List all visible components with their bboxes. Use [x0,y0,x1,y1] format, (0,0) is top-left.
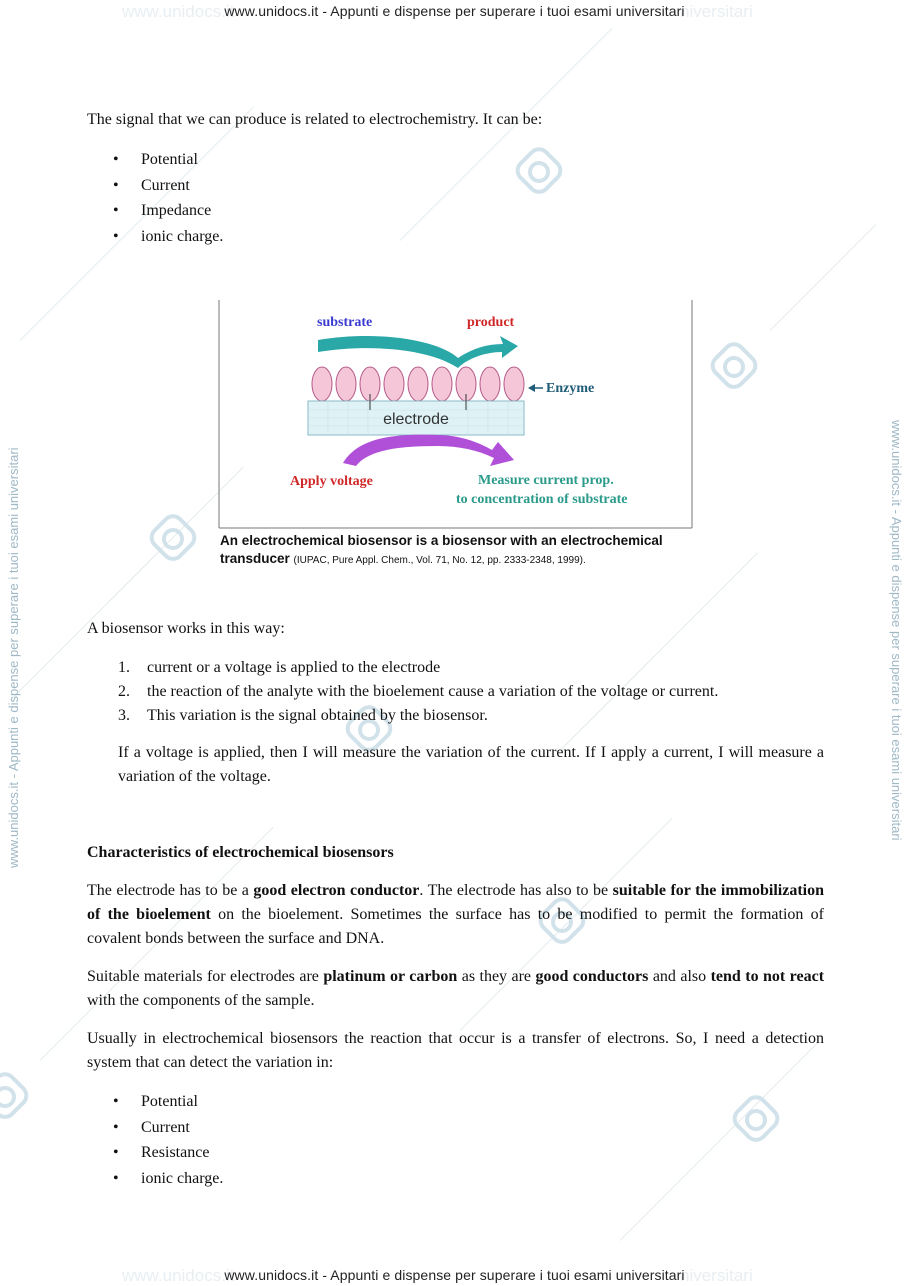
para2-text-1: Suitable materials for electrodes are [87,968,324,985]
measure-label-line1: Measure current prop. [478,473,614,488]
para2-bold-3: tend to not react [710,968,825,985]
list-item: • Potential [113,1089,223,1115]
watermark-logo-icon [709,342,759,392]
works-intro: A biosensor works in this way: [87,620,285,637]
watermark-ghost-bottom-right: niversitari [680,1266,753,1285]
enzyme-shape [336,367,356,401]
list-item [118,680,718,704]
product-label: product [467,315,515,330]
step-text: current or a voltage is applied to the electrode [147,659,441,676]
apply-to-measure-arrow [343,435,514,466]
watermark-diagonal-line [770,224,877,331]
substrate-label: substrate [317,315,373,330]
watermark-ghost-bottom: www.unidocs.it [122,1266,235,1285]
para1-bold-2: suitable for the immobilization of the bioelement [87,882,824,923]
list-item: • ionic charge. [113,1166,223,1192]
para1-text-2: . The electrode has also to be [419,882,613,899]
voltage-note: If a voltage is applied, then I will measure the variation of the current. If I apply a current, I will measure a variation of the voltage. [118,744,824,785]
watermark-ghost-top: www.unidocs.it [122,2,235,21]
para2-text-3: and also [648,968,711,985]
list-item: • ionic charge. [113,224,223,250]
left-side-watermark: www.unidocs.it - Appunti e dispense per superare i tuoi esami universitari [6,447,21,868]
right-side-watermark: www.unidocs.it - Appunti e dispense per superare i tuoi esami universitari [889,420,904,841]
paragraph-detection: Usually in electrochemical biosensors the reaction that occur is a transfer of electrons. So, I need a detection system that can detect the variation in: [87,1030,824,1071]
list-item: • Current [113,1115,223,1141]
para2-bold-1: platinum or carbon [323,968,458,985]
enzyme-shape [480,367,500,401]
enzyme-shape [408,367,428,401]
biosensor-diagram [218,300,694,530]
apply-voltage-label: Apply voltage [290,474,373,489]
caption-main: An electrochemical biosensor is a biosensor with an electrochemical transducer [220,533,663,566]
paragraph-electrode-materials [87,965,824,1013]
watermark-logo-icon [148,514,198,564]
figure-caption [220,532,700,570]
page-footer-watermark: www.unidocs.it - Appunti e dispense per superare i tuoi esami universitari [224,1267,685,1283]
step-number: 3. [118,707,130,724]
enzyme-shape [504,367,524,401]
substrate-to-product-arrow [318,336,518,368]
watermark-logo-icon [514,147,564,197]
watermark-logo-icon [731,1095,781,1145]
step-text: This variation is the signal obtained by the biosensor. [147,707,488,724]
paragraph-electrode-requirements [87,879,824,951]
enzyme-shape [312,367,332,401]
enzyme-layer [312,367,524,401]
list-item [118,704,718,728]
para2-bold-2: good conductors [535,968,649,985]
enzyme-shape [384,367,404,401]
para2-text-4: with the components of the sample. [87,992,315,1009]
watermark-logo-icon [0,1072,30,1122]
enzyme-shape [432,367,452,401]
list-item: • Potential [113,147,223,173]
list-item: • Impedance [113,198,223,224]
para2-text-2: as they are [457,968,536,985]
list-item: • Current [113,173,223,199]
section-title [87,841,824,865]
watermark-diagonal-line [400,28,613,241]
page-header-watermark: www.unidocs.it - Appunti e dispense per superare i tuoi esami universitari [224,3,685,19]
steps-list [118,656,718,728]
para1-text-3: on the bioelement. Sometimes the surface has to be modified to permit the formation of covalent bonds between the surface and DNA. [87,906,824,947]
signal-intro: The signal that we can produce is related to electrochemistry. It can be: [87,111,543,128]
list-item: • Resistance [113,1140,223,1166]
detect-list [113,1089,223,1191]
enzyme-label: Enzyme [546,381,595,396]
watermark-ghost-top-right: niversitari [680,2,753,21]
list-item [118,656,718,680]
step-number: 2. [118,683,130,700]
measure-label-line2: to concentration of substrate [456,492,628,507]
caption-citation: (IUPAC, Pure Appl. Chem., Vol. 71, No. 12, pp. 2333-2348, 1999). [293,555,586,566]
section-title-text: Characteristics of electrochemical biosensors [87,844,394,861]
signal-list [113,147,223,249]
step-text: the reaction of the analyte with the bioelement cause a variation of the voltage or current. [147,683,719,700]
step-number: 1. [118,659,130,676]
para1-text-1: The electrode has to be a [87,882,254,899]
electrode-label: electrode [383,411,449,428]
para1-bold-1: good electron conductor [253,882,420,899]
